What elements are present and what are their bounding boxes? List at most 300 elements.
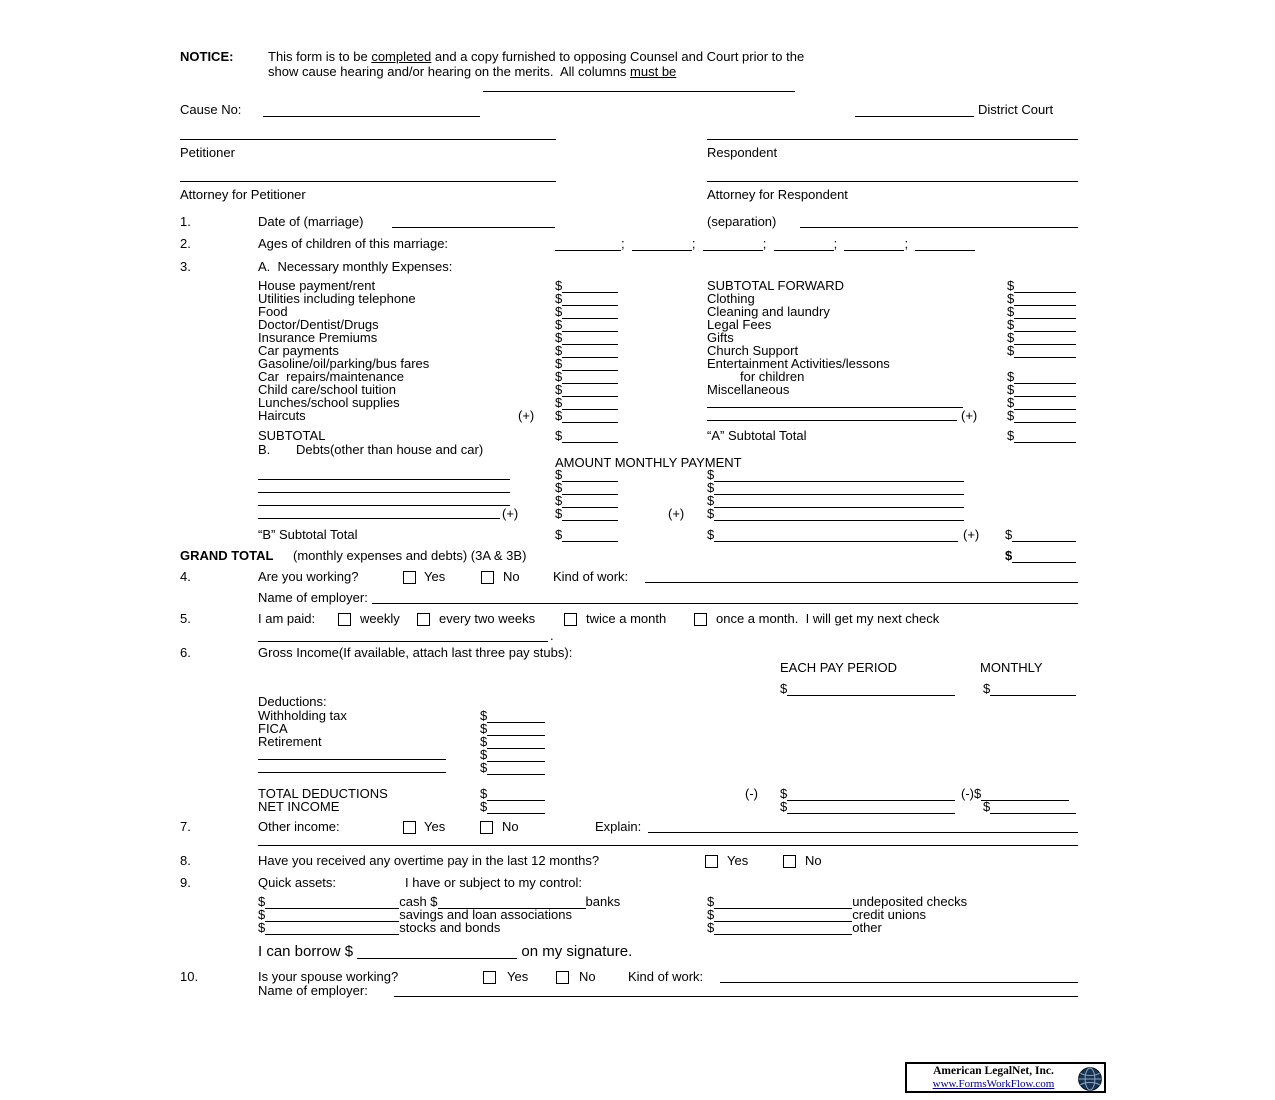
blank-line bbox=[562, 383, 618, 397]
dollar-sign: $ bbox=[1007, 278, 1015, 293]
dollar-sign: $ bbox=[1007, 330, 1015, 345]
footer-url-link[interactable]: www.FormsWorkFlow.com bbox=[932, 1078, 1055, 1090]
dollar-blank bbox=[555, 318, 618, 332]
dollar-blank bbox=[780, 800, 955, 814]
blank-line bbox=[487, 748, 545, 762]
blank-line bbox=[562, 429, 618, 443]
blank-line bbox=[981, 787, 1069, 801]
blank-line bbox=[265, 921, 399, 935]
dollar-blank bbox=[480, 748, 545, 762]
item-9-number: 9. bbox=[180, 875, 191, 890]
item-6-number: 6. bbox=[180, 645, 191, 660]
expense-label: Gasoline/oil/parking/bus fares bbox=[258, 356, 430, 371]
dollar-sign: $ bbox=[780, 786, 788, 801]
yes-checkbox bbox=[403, 821, 416, 834]
notice-underlined-word: must be bbox=[630, 64, 677, 79]
dollar-sign: $ bbox=[1007, 304, 1015, 319]
b-subtotal-total-label: “B” Subtotal Total bbox=[258, 527, 358, 542]
blank-line bbox=[714, 908, 852, 922]
dollar-sign: $ bbox=[780, 681, 788, 696]
dollar-blank bbox=[555, 409, 618, 423]
dollar-sign: $ bbox=[707, 467, 715, 482]
writein-expense-blank bbox=[707, 420, 957, 421]
cash-label: cash $ bbox=[399, 894, 438, 909]
expense-label: Car payments bbox=[258, 343, 339, 358]
dollar-blank bbox=[1007, 383, 1076, 397]
dollar-blank bbox=[555, 396, 618, 410]
yes-label: Yes bbox=[424, 819, 446, 834]
blank-line bbox=[844, 237, 904, 251]
dollar-sign: $ bbox=[707, 480, 715, 495]
item-7-number: 7. bbox=[180, 819, 191, 834]
weekly-label: weekly bbox=[360, 611, 400, 626]
quick-assets-row bbox=[258, 921, 500, 935]
ages-blanks bbox=[555, 237, 975, 251]
expenses-heading: A. Necessary monthly Expenses: bbox=[258, 259, 453, 274]
cause-no-label: Cause No: bbox=[180, 102, 242, 117]
kind-of-work-blank bbox=[720, 982, 1078, 983]
dollar-sign: $ bbox=[555, 369, 563, 384]
respondent-blank bbox=[707, 139, 1078, 140]
dollar-sign: $ bbox=[555, 356, 563, 371]
dollar-sign: $ bbox=[555, 317, 563, 332]
item-10-number: 10. bbox=[180, 969, 199, 984]
every-two-weeks-checkbox bbox=[417, 613, 430, 626]
dollar-sign: $ bbox=[1007, 343, 1015, 358]
dollar-blank bbox=[480, 761, 545, 775]
blank-line bbox=[1014, 305, 1076, 319]
blank-line bbox=[787, 682, 955, 696]
plus-sign: (+) bbox=[961, 408, 978, 423]
twice-a-month-label: twice a month bbox=[586, 611, 667, 626]
dollar-blank bbox=[1007, 292, 1076, 306]
expense-label: Cleaning and laundry bbox=[707, 304, 830, 319]
dollar-blank bbox=[555, 481, 618, 495]
item-5-number: 5. bbox=[180, 611, 191, 626]
writein-expense-blank bbox=[707, 407, 963, 408]
no-label: No bbox=[579, 969, 596, 984]
yes-checkbox bbox=[483, 971, 496, 984]
dollar-blank bbox=[555, 507, 618, 521]
plus-sign: (+) bbox=[668, 506, 685, 521]
dollar-sign: $ bbox=[707, 907, 715, 922]
blank-line bbox=[487, 787, 545, 801]
ages-label: Ages of children of this marriage: bbox=[258, 236, 449, 251]
dollar-blank bbox=[983, 800, 1076, 814]
monthly-header: MONTHLY bbox=[980, 660, 1043, 675]
dollar-blank bbox=[983, 682, 1076, 696]
blank-line bbox=[787, 787, 955, 801]
expense-label: Car repairs/maintenance bbox=[258, 369, 404, 384]
expense-label: Clothing bbox=[707, 291, 755, 306]
other-income-label: Other income: bbox=[258, 819, 340, 834]
quick-assets-row bbox=[707, 895, 967, 909]
kind-of-work-blank bbox=[645, 582, 1078, 583]
weekly-checkbox bbox=[338, 613, 351, 626]
amount-monthly-payment-header: AMOUNT MONTHLY PAYMENT bbox=[555, 455, 742, 470]
attorney-petitioner-label: Attorney for Petitioner bbox=[180, 187, 306, 202]
dollar-sign: $ bbox=[1007, 408, 1015, 423]
section-b-number: B. bbox=[258, 442, 271, 457]
creditor-blank bbox=[258, 505, 510, 506]
dollar-sign: $ bbox=[1005, 527, 1013, 542]
notice-text: show cause hearing and/or hearing on the merits. All columns bbox=[268, 64, 631, 79]
blank-line bbox=[357, 943, 517, 959]
withholding-label: Withholding tax bbox=[258, 708, 347, 723]
dollar-blank bbox=[1007, 370, 1076, 384]
blank-line bbox=[1014, 429, 1076, 443]
dollar-blank bbox=[480, 787, 545, 801]
expense-label: Child care/school tuition bbox=[258, 382, 397, 397]
dollar-blank bbox=[707, 507, 964, 521]
blank-line bbox=[787, 800, 955, 814]
item-1-number: 1. bbox=[180, 214, 191, 229]
dollar-sign: $ bbox=[555, 291, 563, 306]
borrow-line bbox=[258, 943, 632, 959]
dollar-blank bbox=[1005, 549, 1076, 563]
dollar-blank bbox=[555, 305, 618, 319]
no-checkbox bbox=[481, 571, 494, 584]
dollar-sign: $ bbox=[780, 799, 788, 814]
blank-line bbox=[1014, 292, 1076, 306]
banks-label: banks bbox=[585, 894, 621, 909]
dollar-sign: $ bbox=[480, 799, 488, 814]
blank-line bbox=[1014, 331, 1076, 345]
twice-a-month-checkbox bbox=[564, 613, 577, 626]
blank-line bbox=[562, 468, 618, 482]
dollar-sign: $ bbox=[555, 408, 563, 423]
stocks-label: stocks and bonds bbox=[399, 920, 501, 935]
blank-line bbox=[915, 237, 975, 251]
dollar-blank bbox=[1007, 344, 1076, 358]
dollar-sign: $ bbox=[480, 786, 488, 801]
quick-assets-label: Quick assets: bbox=[258, 875, 337, 890]
notice-label: NOTICE: bbox=[180, 49, 234, 64]
minus-sign: (-) bbox=[961, 786, 974, 801]
blank-line bbox=[265, 895, 399, 909]
expense-label: Haircuts bbox=[258, 408, 306, 423]
dollar-sign: $ bbox=[555, 527, 563, 542]
expense-label: for children bbox=[740, 369, 805, 384]
dollar-blank bbox=[707, 481, 964, 495]
petitioner-label: Petitioner bbox=[180, 145, 235, 160]
blank-line bbox=[1014, 383, 1076, 397]
legalnet-footer-stamp bbox=[905, 1062, 1106, 1093]
blank-line bbox=[714, 507, 964, 521]
dollar-sign: $ bbox=[555, 330, 563, 345]
employer-blank bbox=[372, 603, 1078, 604]
once-a-month-label: once a month. I will get my next check bbox=[716, 611, 940, 626]
blank-line bbox=[714, 895, 852, 909]
expense-label: Gifts bbox=[707, 330, 734, 345]
fica-label: FICA bbox=[258, 721, 288, 736]
blank-line bbox=[714, 528, 958, 542]
grand-total-label: GRAND TOTAL bbox=[180, 548, 274, 563]
dollar-blank bbox=[555, 344, 618, 358]
blank-line bbox=[703, 237, 763, 251]
respondent-label: Respondent bbox=[707, 145, 778, 160]
no-label: No bbox=[502, 819, 519, 834]
separator: ; bbox=[904, 236, 909, 251]
separation-date-label: (separation) bbox=[707, 214, 777, 229]
dollar-blank bbox=[707, 528, 958, 542]
kind-of-work-label: Kind of work: bbox=[628, 969, 704, 984]
creditor-blank bbox=[258, 518, 500, 519]
gross-income-label: Gross Income(If available, attach last three pay stubs): bbox=[258, 645, 573, 660]
other-label: other bbox=[852, 920, 882, 935]
dollar-blank bbox=[707, 494, 964, 508]
dollar-blank bbox=[555, 494, 618, 508]
marriage-date-label: Date of (marriage) bbox=[258, 214, 364, 229]
district-court-label: District Court bbox=[978, 102, 1054, 117]
spouse-working-question: Is your spouse working? bbox=[258, 969, 399, 984]
period-mark: . bbox=[550, 628, 554, 643]
yes-checkbox bbox=[705, 855, 718, 868]
explain-blank bbox=[648, 832, 1078, 833]
yes-label: Yes bbox=[727, 853, 749, 868]
dollar-blank bbox=[555, 357, 618, 371]
blank-line bbox=[487, 722, 545, 736]
expense-label: Doctor/Dentist/Drugs bbox=[258, 317, 379, 332]
blank-line bbox=[562, 292, 618, 306]
dollar-blank bbox=[555, 468, 618, 482]
no-checkbox bbox=[783, 855, 796, 868]
quick-assets-row bbox=[707, 908, 926, 922]
blank-line bbox=[562, 396, 618, 410]
item-4-number: 4. bbox=[180, 569, 191, 584]
quick-assets-sub-label: I have or subject to my control: bbox=[405, 875, 583, 890]
dollar-sign: $ bbox=[555, 493, 563, 508]
marriage-date-blank bbox=[392, 227, 555, 228]
dollar-sign: $ bbox=[480, 734, 488, 749]
debts-heading: Debts(other than house and car) bbox=[296, 442, 484, 457]
notice-line2 bbox=[268, 65, 676, 79]
dollar-blank bbox=[480, 722, 545, 736]
blank-line bbox=[562, 494, 618, 508]
yes-checkbox bbox=[403, 571, 416, 584]
writein-deduction-blank bbox=[258, 772, 446, 773]
dollar-sign: $ bbox=[707, 894, 715, 909]
borrow-pre-label: I can borrow $ bbox=[258, 943, 354, 960]
credit-unions-label: credit unions bbox=[852, 907, 926, 922]
footer-company-name: American LegalNet, Inc. bbox=[933, 1065, 1054, 1077]
blank-line bbox=[714, 921, 852, 935]
blank-line bbox=[714, 494, 964, 508]
dollar-sign: $ bbox=[555, 278, 563, 293]
dollar-sign: $ bbox=[555, 428, 563, 443]
no-checkbox bbox=[556, 971, 569, 984]
dollar-blank bbox=[555, 292, 618, 306]
blank-line bbox=[1014, 344, 1076, 358]
plus-sign: (+) bbox=[502, 506, 519, 521]
dollar-sign: $ bbox=[555, 506, 563, 521]
dollar-blank bbox=[1007, 396, 1076, 410]
dollar-sign: $ bbox=[555, 343, 563, 358]
dollar-blank bbox=[555, 331, 618, 345]
blank-line bbox=[1012, 549, 1076, 563]
plus-sign: (+) bbox=[963, 527, 980, 542]
attorney-respondent-blank bbox=[707, 181, 1078, 182]
plus-sign: (+) bbox=[518, 408, 535, 423]
petitioner-blank bbox=[180, 139, 556, 140]
dollar-sign: $ bbox=[974, 786, 982, 801]
explain-label: Explain: bbox=[595, 819, 642, 834]
dollar-sign: $ bbox=[707, 527, 715, 542]
every-two-weeks-label: every two weeks bbox=[439, 611, 536, 626]
dollar-blank bbox=[1007, 331, 1076, 345]
cause-no-blank bbox=[263, 116, 480, 117]
dollar-blank bbox=[1007, 409, 1076, 423]
dollar-sign: $ bbox=[555, 395, 563, 410]
dollar-blank bbox=[480, 709, 545, 723]
item-3-number: 3. bbox=[180, 259, 191, 274]
blank-line bbox=[487, 761, 545, 775]
dollar-blank bbox=[555, 528, 618, 542]
district-court-blank bbox=[855, 116, 974, 117]
notice-blank-line bbox=[483, 91, 795, 92]
creditor-blank bbox=[258, 479, 510, 480]
dollar-sign: $ bbox=[1007, 382, 1015, 397]
expense-label: Legal Fees bbox=[707, 317, 772, 332]
blank-line bbox=[990, 800, 1076, 814]
blank-line bbox=[562, 370, 618, 384]
next-check-blank bbox=[258, 641, 548, 642]
dollar-sign: $ bbox=[555, 467, 563, 482]
retirement-label: Retirement bbox=[258, 734, 322, 749]
dollar-sign: $ bbox=[1007, 395, 1015, 410]
dollar-sign: $ bbox=[258, 920, 266, 935]
dollar-blank bbox=[1007, 305, 1076, 319]
employer-blank bbox=[394, 996, 1078, 997]
borrow-post-label: on my signature. bbox=[521, 943, 633, 960]
explain-continuation-blank bbox=[258, 845, 1078, 846]
blank-line bbox=[562, 279, 618, 293]
dollar-blank bbox=[780, 787, 955, 801]
separator: ; bbox=[621, 236, 625, 251]
blank-line bbox=[990, 682, 1076, 696]
blank-line bbox=[1014, 396, 1076, 410]
total-deductions-label: TOTAL DEDUCTIONS bbox=[258, 786, 388, 801]
blank-line bbox=[632, 237, 692, 251]
blank-line bbox=[562, 318, 618, 332]
kind-of-work-label: Kind of work: bbox=[553, 569, 629, 584]
blank-line bbox=[714, 468, 964, 482]
expense-label: SUBTOTAL FORWARD bbox=[707, 278, 844, 293]
writein-deduction-blank bbox=[258, 759, 446, 760]
dollar-sign: $ bbox=[480, 721, 488, 736]
blank-line bbox=[487, 800, 545, 814]
no-checkbox bbox=[480, 821, 493, 834]
subtotal-label: SUBTOTAL bbox=[258, 428, 326, 443]
no-label: No bbox=[503, 569, 520, 584]
dollar-blank bbox=[1007, 429, 1076, 443]
dollar-sign: $ bbox=[1007, 369, 1015, 384]
dollar-sign: $ bbox=[555, 480, 563, 495]
dollar-sign: $ bbox=[258, 894, 266, 909]
employer-label: Name of employer: bbox=[258, 983, 368, 998]
separator: ; bbox=[762, 236, 767, 251]
dollar-sign: $ bbox=[707, 493, 715, 508]
blank-line bbox=[265, 908, 399, 922]
blank-line bbox=[562, 528, 618, 542]
notice-underlined-word: completed bbox=[371, 49, 432, 64]
notice-line1 bbox=[268, 50, 804, 64]
dollar-sign: $ bbox=[707, 506, 715, 521]
deductions-label: Deductions: bbox=[258, 694, 327, 709]
a-subtotal-total-label: “A” Subtotal Total bbox=[707, 428, 807, 443]
yes-label: Yes bbox=[507, 969, 529, 984]
item-2-number: 2. bbox=[180, 236, 191, 251]
dollar-sign: $ bbox=[983, 681, 991, 696]
blank-line bbox=[562, 305, 618, 319]
expense-label: Insurance Premiums bbox=[258, 330, 378, 345]
grand-total-description: (monthly expenses and debts) (3A & 3B) bbox=[293, 548, 527, 563]
yes-label: Yes bbox=[424, 569, 446, 584]
expense-label: Entertainment Activities/lessons bbox=[707, 356, 890, 371]
blank-line bbox=[774, 237, 834, 251]
blank-line bbox=[714, 481, 964, 495]
dollar-sign: $ bbox=[480, 760, 488, 775]
dollar-blank bbox=[555, 279, 618, 293]
blank-line bbox=[1014, 370, 1076, 384]
savings-label: savings and loan associations bbox=[399, 907, 572, 922]
separator: ; bbox=[833, 236, 838, 251]
blank-line bbox=[1014, 409, 1076, 423]
dollar-blank bbox=[707, 468, 964, 482]
dollar-sign: $ bbox=[258, 907, 266, 922]
minus-sign: (-) bbox=[745, 786, 758, 801]
expense-label: Lunches/school supplies bbox=[258, 395, 400, 410]
item-8-number: 8. bbox=[180, 853, 191, 868]
expense-label: Food bbox=[258, 304, 288, 319]
creditor-blank bbox=[258, 492, 510, 493]
blank-line bbox=[487, 709, 545, 723]
dollar-sign: $ bbox=[1007, 291, 1015, 306]
notice-text: and a copy furnished to opposing Counsel and Court prior to the bbox=[431, 49, 805, 64]
dollar-sign: $ bbox=[1007, 428, 1015, 443]
expense-label: Utilities including telephone bbox=[258, 291, 416, 306]
dollar-blank bbox=[1007, 279, 1076, 293]
net-income-label: NET INCOME bbox=[258, 799, 340, 814]
blank-line bbox=[1014, 279, 1076, 293]
quick-assets-row bbox=[707, 921, 882, 935]
blank-line bbox=[555, 237, 621, 251]
attorney-respondent-label: Attorney for Respondent bbox=[707, 187, 848, 202]
blank-line bbox=[1012, 528, 1076, 542]
blank-line bbox=[562, 344, 618, 358]
expense-label: Church Support bbox=[707, 343, 799, 358]
dollar-sign: $ bbox=[1005, 548, 1013, 563]
once-a-month-checkbox bbox=[694, 613, 707, 626]
dollar-blank bbox=[1007, 318, 1076, 332]
each-pay-period-header: EACH PAY PERIOD bbox=[780, 660, 898, 675]
notice-text: This form is to be bbox=[268, 49, 372, 64]
blank-line bbox=[1014, 318, 1076, 332]
dollar-blank bbox=[555, 370, 618, 384]
globe-icon bbox=[1077, 1066, 1103, 1092]
dollar-sign: $ bbox=[1007, 317, 1015, 332]
undeposited-checks-label: undeposited checks bbox=[852, 894, 968, 909]
dollar-blank bbox=[480, 735, 545, 749]
blank-line bbox=[562, 409, 618, 423]
paid-label: I am paid: bbox=[258, 611, 316, 626]
separation-date-blank bbox=[800, 227, 1078, 228]
blank-line bbox=[562, 481, 618, 495]
separator: ; bbox=[691, 236, 696, 251]
overtime-question: Have you received any overtime pay in the last 12 months? bbox=[258, 853, 600, 868]
blank-line bbox=[562, 507, 618, 521]
blank-line bbox=[562, 357, 618, 371]
